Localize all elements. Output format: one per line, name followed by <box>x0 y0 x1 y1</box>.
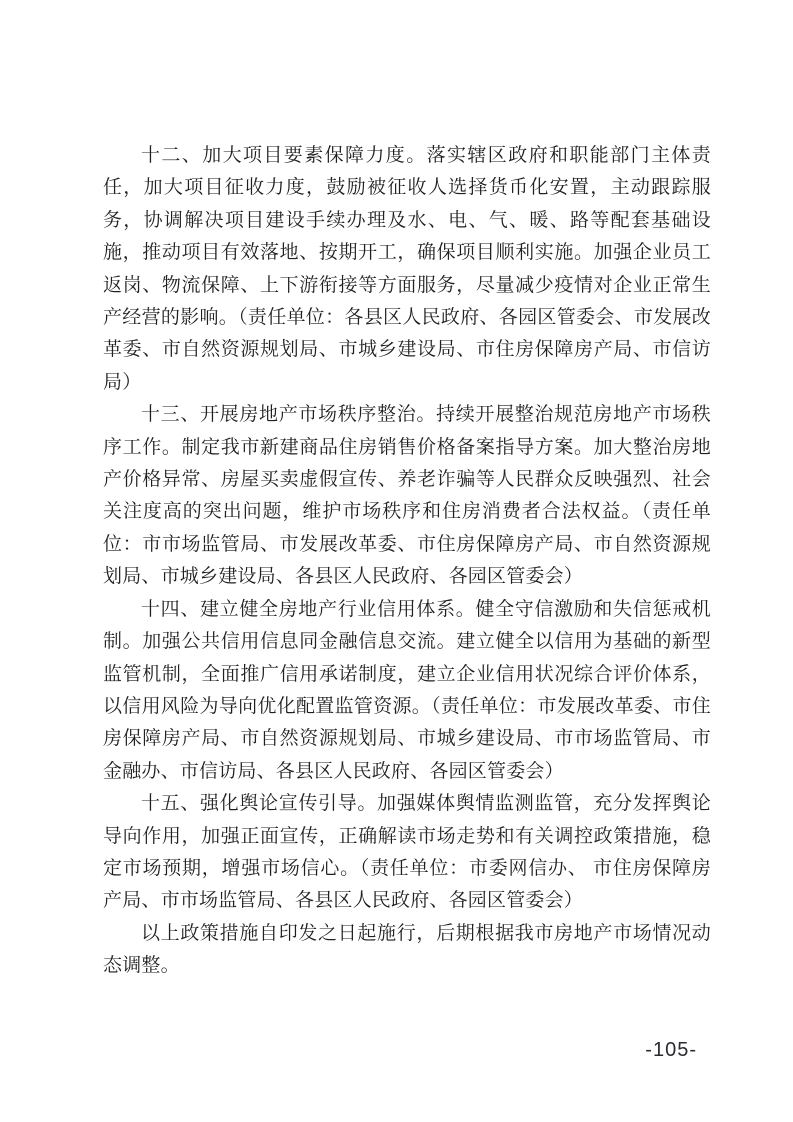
paragraph-closing: 以上政策措施自印发之日起施行，后期根据我市房地产市场情况动态调整。 <box>103 922 711 977</box>
paragraph-15: 十五、强化舆论宣传引导。加强媒体舆情监测监管，充分发挥舆论导向作用，加强正面宣传，正确解读市场走势和有关调控政策措施，稳定市场预期，增强市场信心。（责任单位：市委网信办、 市住房保障房产局、市市场监管局、各县区人民政府、各园区管委会） <box>103 793 711 912</box>
paragraph-12: 十二、加大项目要素保障力度。落实辖区政府和职能部门主体责任，加大项目征收力度，鼓励被征收人选择货币化安置，主动跟踪服务，协调解决项目建设手续办理及水、电、气、暖、路等配套基础设施，推动项目有效落地、按期开工，确保项目顺利实施。加强企业员工返岗、物流保障、上下游衔接等方面服务，尽量减少疫情对企业正常生产经营的影响。（责任单位：各县区人民政府、各园区管委会、市发展改革委、市自然资源规划局、市城乡建设局、市住房保障房产局、市信访局） <box>103 145 711 393</box>
paragraph-14: 十四、建立健全房地产行业信用体系。健全守信激励和失信惩戒机制。加强公共信用信息同金融信息交流。建立健全以信用为基础的新型监管机制，全面推广信用承诺制度，建立企业信用状况综合评价体系，以信用风险为导向优化配置监管资源。（责任单位：市发展改革委、市住房保障房产局、市自然资源规划局、市城乡建设局、市市场监管局、市金融办、市信访局、各县区人民政府、各园区管委会） <box>103 598 711 782</box>
document-body <box>103 140 711 983</box>
page-number: -105- <box>645 1039 697 1061</box>
paragraph-13: 十三、开展房地产市场秩序整治。持续开展整治规范房地产市场秩序工作。制定我市新建商品住房销售价格备案指导方案。加大整治房地产价格异常、房屋买卖虚假宣传、养老诈骗等人民群众反映强烈、社会关注度高的突出问题，维护市场秩序和住房消费者合法权益。（责任单位：市市场监管局、市发展改革委、市住房保障房产局、市自然资源规划局、市城乡建设局、各县区人民政府、各园区管委会） <box>103 404 711 588</box>
